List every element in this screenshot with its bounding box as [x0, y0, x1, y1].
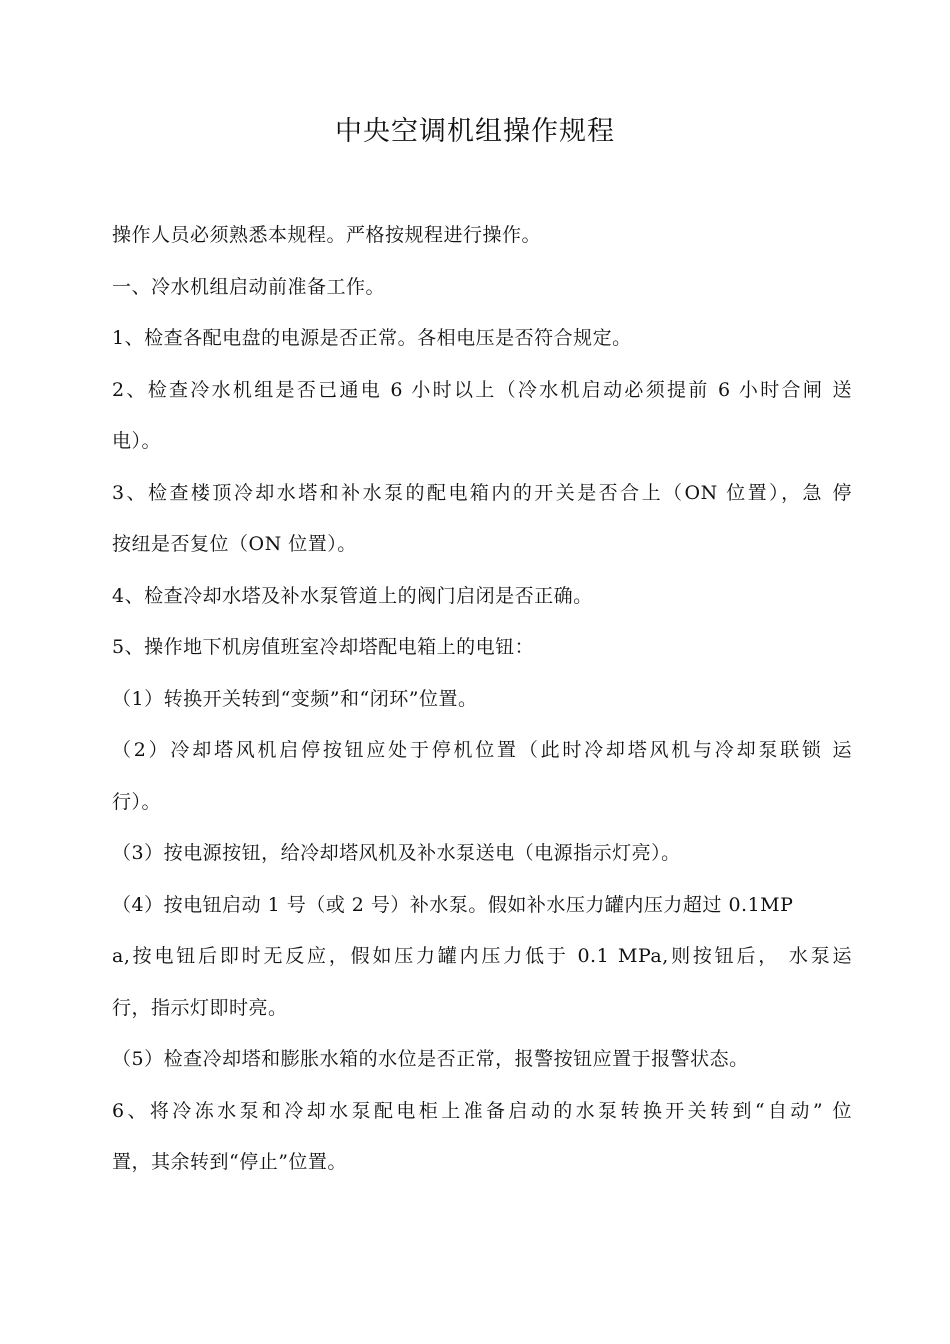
subitem-5-5: （5）检查冷却塔和膨胀水箱的水位是否正常，报警按钮应置于报警状态。 — [112, 1048, 749, 1070]
subitem-5-3: （3）按电源按钮，给冷却塔风机及补水泵送电（电源指示灯亮）。 — [112, 842, 681, 864]
page-title: 中央空调机组操作规程 — [335, 116, 615, 147]
item-5: 5、操作地下机房值班室冷却塔配电箱上的电钮： — [112, 636, 535, 658]
section-heading-1: 一、冷水机组启动前准备工作。 — [112, 275, 386, 298]
document-body — [112, 210, 852, 1189]
item-2-line-2: 电）。 — [112, 430, 162, 452]
item-6-line-2: 置，其余转到“停止”位置。 — [112, 1151, 347, 1173]
subitem-5-1: （1）转换开关转到“变频”和“闭环”位置。 — [112, 687, 478, 710]
item-3-line-1: 3、检查楼顶冷却水塔和补水泵的配电箱内的开关是否合上（ON 位置），急 停 — [112, 481, 852, 504]
item-6-line-1: 6、将冷冻水泵和冷却水泵配电柜上准备启动的水泵转换开关转到“自动” 位 — [112, 1099, 852, 1122]
item-3-line-2: 按纽是否复位（ON 位置）。 — [112, 533, 357, 555]
subitem-5-4-line-1: （4）按电钮启动 1 号（或 2 号）补水泵。假如补水压力罐内压力超过 0.1MP — [112, 893, 794, 916]
item-2-line-1: 2、检查冷水机组是否已通电 6 小时以上（冷水机启动必须提前 6 小时合闸 送 — [112, 378, 852, 401]
subitem-5-4-line-2: a,按电钮后即时无反应，假如压力罐内压力低于 0.1 MPa,则按钮后， 水泵运 — [112, 945, 852, 967]
item-4: 4、检查冷却水塔及补水泵管道上的阀门启闭是否正确。 — [112, 584, 593, 607]
subitem-5-2-line-2: 行）。 — [112, 790, 162, 813]
subitem-5-4-line-3: 行，指示灯即时亮。 — [112, 996, 288, 1019]
intro-paragraph: 操作人员必须熟悉本规程。严格按规程进行操作。 — [112, 224, 542, 246]
item-1: 1、检查各配电盘的电源是否正常。各相电压是否符合规定。 — [112, 327, 632, 349]
subitem-5-2-line-1: （2）冷却塔风机启停按钮应处于停机位置（此时冷却塔风机与冷却泵联锁 运 — [112, 739, 852, 761]
